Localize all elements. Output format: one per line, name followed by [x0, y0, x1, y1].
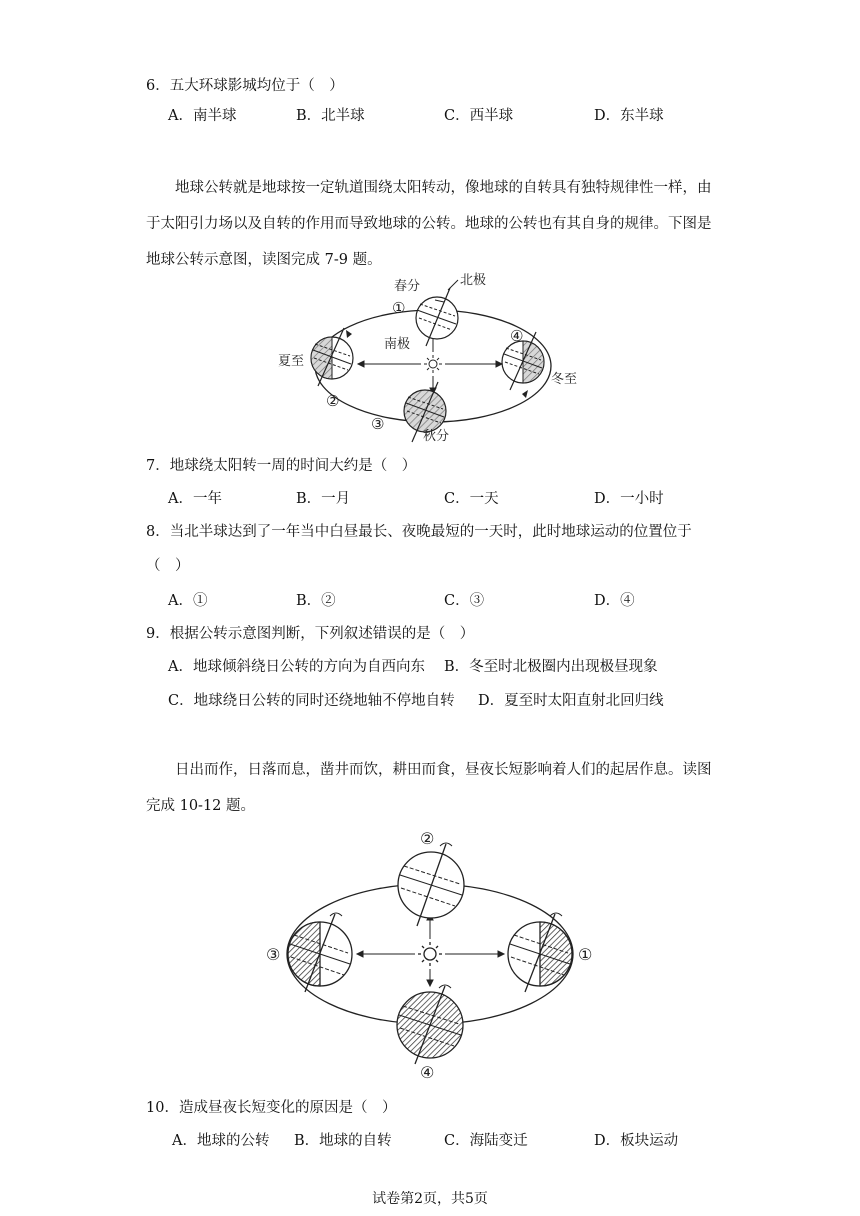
q8-stem: 8．当北半球达到了一年当中白昼最长、夜晚最短的一天时，此时地球运动的位置位于 [146, 524, 692, 540]
label-fig2-position-4: ④ [420, 1063, 435, 1082]
label-summer: 夏至 [278, 354, 305, 369]
q10-stem: 10．造成昼夜长短变化的原因是（ ） [146, 1100, 397, 1116]
q7-option-d: D．一小时 [594, 491, 664, 507]
q7-option-b: B．一月 [296, 491, 351, 507]
q10-option-a: A．地球的公转 [172, 1133, 270, 1149]
earth-position-4 [397, 985, 463, 1064]
label-winter: 冬至 [551, 372, 578, 387]
label-fig2-position-2: ② [420, 829, 435, 848]
label-position-4: ④ [510, 327, 524, 345]
label-position-1: ① [392, 299, 406, 317]
q9-stem: 9．根据公转示意图判断，下列叙述错误的是（ ） [146, 626, 475, 642]
q8-option-a: A．① [168, 593, 208, 609]
q9-option-c: C．地球绕日公转的同时还绕地轴不停地自转 [168, 693, 455, 709]
label-spring: 春分 [394, 279, 421, 294]
q10-option-c: C．海陆变迁 [444, 1133, 528, 1149]
label-autumn: 秋分 [423, 429, 450, 444]
label-position-2: ② [326, 392, 340, 410]
q6-stem: 6．五大环球影城均位于（ ） [146, 78, 344, 94]
earth-position-2 [398, 843, 464, 926]
q7-option-a: A．一年 [168, 491, 222, 507]
sun-icon-2 [418, 942, 442, 966]
q6-option-b: B．北半球 [296, 108, 365, 124]
page-footer: 试卷第2页，共5页 [372, 1191, 488, 1207]
sun-icon [424, 355, 442, 373]
q9-option-a: A．地球倾斜绕日公转的方向为自西向东 [168, 659, 425, 675]
q6-option-c: C．西半球 [444, 108, 514, 124]
label-fig2-position-1: ① [578, 945, 593, 964]
q9-option-b: B．冬至时北极圈内出现极昼现象 [444, 659, 658, 675]
q8-option-d: D．④ [594, 593, 635, 609]
q7-option-c: C．一天 [444, 491, 499, 507]
label-position-3: ③ [371, 415, 385, 433]
q8-stem-paren: （ ） [146, 558, 190, 574]
q6-option-a: A．南半球 [168, 108, 237, 124]
q7-stem: 7．地球绕太阳转一周的时间大约是（ ） [146, 458, 417, 474]
earth-spring [416, 288, 458, 346]
q10-option-b: B．地球的自转 [294, 1133, 392, 1149]
q6-option-d: D．东半球 [594, 108, 664, 124]
q9-option-d: D．夏至时太阳直射北回归线 [478, 693, 664, 709]
label-north-pole: 北极 [460, 273, 487, 288]
figure-day-night-orbit [262, 826, 602, 1084]
passage-day-night: 日出而作，日落而息，凿井而饮，耕田而食，昼夜长短影响着人们的起居作息。读图完成 10-12 题。 [146, 762, 712, 814]
label-fig2-position-3: ③ [266, 945, 281, 964]
label-south-pole: 南极 [384, 337, 411, 352]
q10-option-d: D．板块运动 [594, 1133, 679, 1149]
q8-option-b: B．② [296, 593, 336, 609]
passage-earth-revolution: 地球公转就是地球按一定轨道围绕太阳转动，像地球的自转具有独特规律性一样，由于太阳引力场以及自转的作用而导致地球的公转。地球的公转也有其自身的规律。下图是地球公转示意图，读图完成 7-9 题。 [146, 180, 712, 268]
q8-option-c: C．③ [444, 593, 485, 609]
figure-earth-revolution [270, 266, 600, 448]
